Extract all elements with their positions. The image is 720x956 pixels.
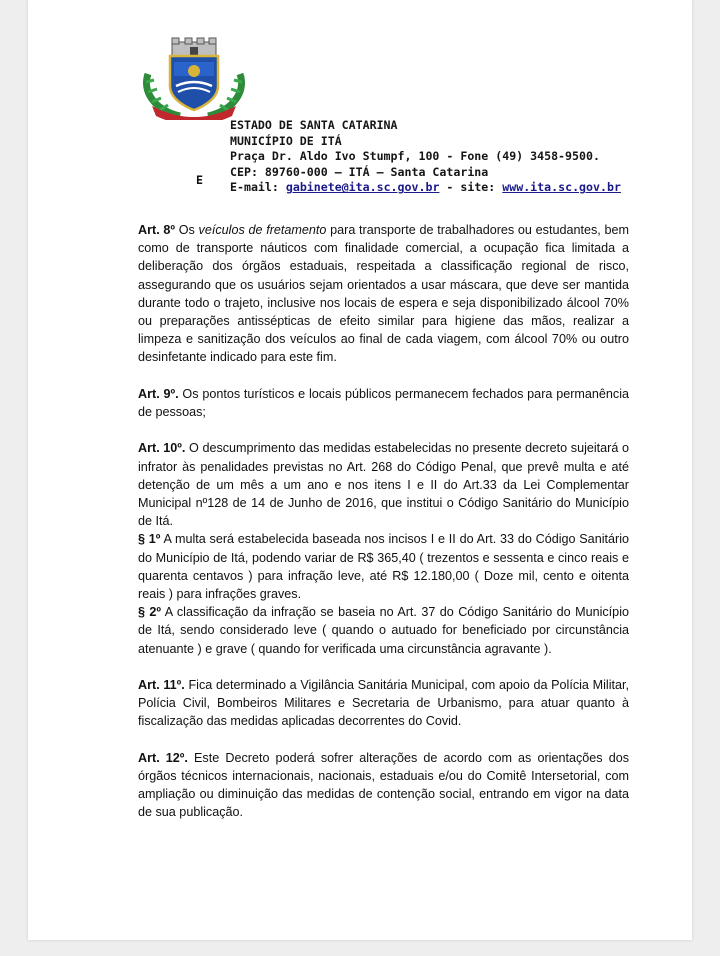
article-9-text: Os pontos turísticos e locais públicos permanecem fechados para permanência de pessoas; <box>138 386 630 420</box>
email-label: E-mail: <box>230 180 279 195</box>
article-8-italic-term: veículos de fretamento <box>198 223 327 237</box>
document-body <box>138 221 629 840</box>
article-8-text: para transporte de trabalhadores ou estudantes, bem como de transporte náuticos com finalidade comercial, a ocupação fica limitada a deliberação dos órgãos estaduais, respeitada a classificação regional de risco, assegurando que os usuários sejam orientados a usar máscara, que deve ser mantida durante todo o trajeto, inclusive nos locais de espera e seja disponibilizado álcool 70% ou preparações antissépticas de efeito similar para higiene das mãos, realizar a limpeza e sanitização dos veículos ao final de cada viagem, com álcool 70% ou outro desinfetante indicado para este fim. <box>138 223 629 365</box>
site-link[interactable]: www.ita.sc.gov.br <box>502 180 621 195</box>
article-11-label: Art. 11º. <box>138 678 185 693</box>
article-10-text: O descumprimento das medidas estabelecidas no presente decreto sujeitará o infrator às penalidades previstas no Art. 268 do Código Penal, que prevê multa e até detenção de um mês a um ano e nos itens I e II do Art.33 da Lei Complementar Municipal nº128 de 14 de Junho de 2016, que institui o Código Sanitário do Município de Itá. <box>138 441 630 529</box>
article-10-paragraph-1 <box>138 530 629 603</box>
letterhead-address: Praça Dr. Aldo Ivo Stumpf, 100 - Fone (49) 3458-9500. <box>230 149 600 164</box>
article-12-label: Art. 12º. <box>138 750 188 765</box>
site-label: - site: <box>446 180 496 195</box>
article-11-text: Fica determinado a Vigilância Sanitária Municipal, com apoio da Polícia Militar, Polícia Civil, Bombeiros Militares e Secretaria de Urbanismo, para atuar quanto à fiscalização das medidas aplicadas decorrentes do Covid. <box>138 678 630 729</box>
article-10-paragraph-2 <box>138 603 629 658</box>
paragraph-2-text: A classificação da infração se baseia no Art. 37 do Código Sanitário do Município de Itá, sendo considerado leve ( quando o autuado for beneficiado por circunstância atenuante ) e grave ( quando for verificada uma circunstância agravante ). <box>138 605 629 656</box>
letterhead <box>230 118 621 196</box>
letterhead-postal-code: CEP: 89760-000 – ITÁ – Santa Catarina <box>230 164 489 179</box>
paragraph-2-label: § 2º <box>138 605 162 620</box>
article-10-label: Art. 10º. <box>138 441 186 456</box>
article-9 <box>138 385 629 421</box>
letterhead-municipality: MUNICÍPIO DE ITÁ <box>230 133 342 148</box>
article-10 <box>138 439 629 530</box>
municipal-coat-of-arms-logo <box>140 36 248 120</box>
article-9-label: Art. 9º. <box>138 386 179 401</box>
paragraph-1-text: A multa será estabelecida baseada nos incisos I e II do Art. 33 do Código Sanitário do Município de Itá, podendo variar de R$ 365,40 ( trezentos e sessenta e cinco reais e quarenta centavos ) para infração leve, até R$ 12.180,00 ( Doze mil, cento e oitenta reais ) para infrações graves. <box>138 532 629 602</box>
article-11 <box>138 676 629 731</box>
article-12-text: Este Decreto poderá sofrer alterações de acordo com as orientações dos órgãos técnicos internacionais, nacionais, estaduais e/ou do Comitê Intersetorial, com ampliação ou diminuição das medidas de contenção social, entrando em vigor na data de sua publicação. <box>138 750 629 820</box>
letterhead-stray-letter: E <box>196 173 203 187</box>
article-8-text-start: Os <box>175 223 199 237</box>
article-12 <box>138 749 629 822</box>
email-link[interactable]: gabinete@ita.sc.gov.br <box>285 180 440 195</box>
article-8-label: Art. 8º <box>138 223 176 237</box>
article-8 <box>138 221 629 367</box>
letterhead-state: ESTADO DE SANTA CATARINA <box>230 118 398 132</box>
paragraph-1-label: § 1º <box>138 532 161 547</box>
document-page <box>28 0 692 940</box>
letterhead-contact <box>230 180 621 196</box>
